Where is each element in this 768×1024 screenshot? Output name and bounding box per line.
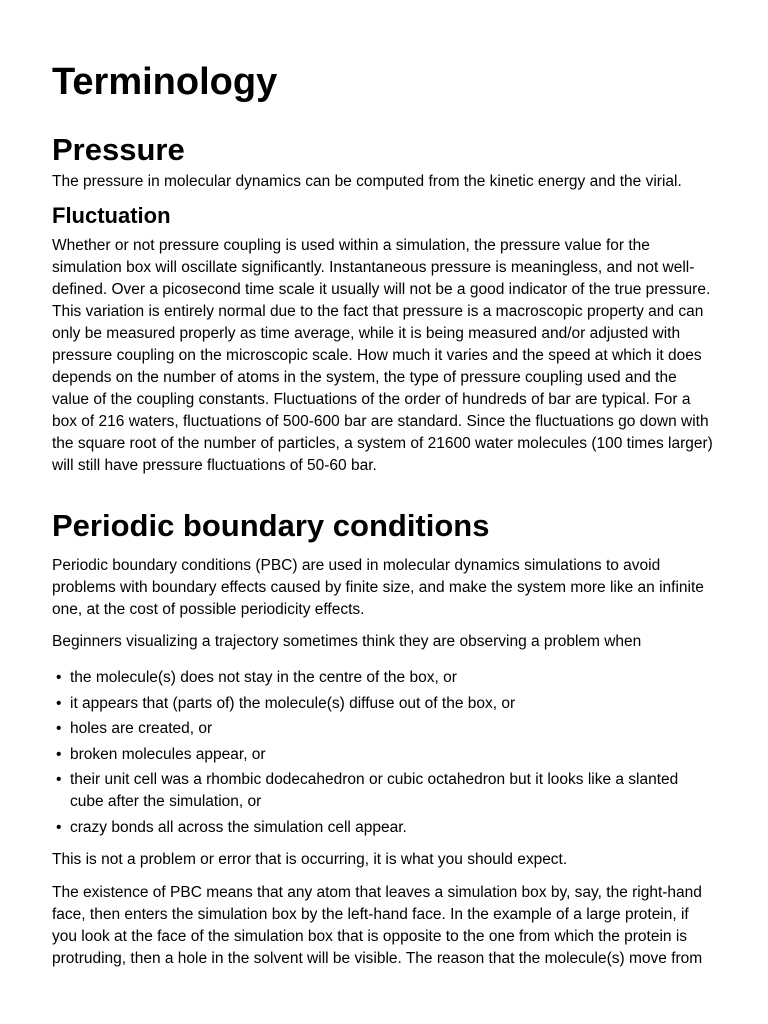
list-item: [52, 718, 716, 740]
pressure-heading: Pressure: [52, 132, 185, 167]
text-line: Whether or not pressure coupling is used within a simulation, the pressure value for the: [52, 237, 650, 254]
bullet-icon: •: [56, 669, 62, 686]
list-item-text: it appears that (parts of) the molecule(s) diffuse out of the box, or: [70, 694, 516, 712]
bullet-icon: •: [56, 694, 62, 712]
list-item: [52, 693, 716, 715]
list-item-text: holes are created, or: [70, 720, 213, 737]
pressure-paragraph: The pressure in molecular dynamics can be computed from the kinetic energy and the virial.: [52, 173, 682, 190]
pbc-existence-paragraph: [52, 882, 716, 970]
text-line: problems with boundary effects caused by finite size, and make the system more like an infinite: [52, 579, 704, 596]
text-line: value of the coupling constants. Fluctuations of the order of hundreds of bar are typical. For a: [52, 391, 691, 408]
text-line: you look at the face of the simulation box that is opposite to the one from which the protein is: [52, 927, 688, 945]
list-item-text: the molecule(s) does not stay in the centre of the box, or: [70, 669, 457, 686]
text-line: protruding, then a hole in the solvent will be visible. The reason that the molecule(s) move from: [52, 949, 703, 967]
page-title: Terminology: [52, 61, 278, 103]
text-line: the square root of the number of particles, a system of 21600 water molecules (100 times larger): [52, 435, 713, 452]
fluctuation-paragraph: [52, 235, 716, 477]
text-line: The existence of PBC means that any atom that leaves a simulation box by, say, the right-hand: [52, 883, 702, 901]
list-item: [52, 817, 716, 839]
list-item: [52, 744, 716, 766]
text-line: only be measured properly as time average, while it is being measured and/or adjusted with: [52, 325, 681, 342]
text-line: depends on the number of atoms in the system, the type of pressure coupling used and the: [52, 369, 677, 386]
text-line: box of 216 waters, fluctuations of 500-600 bar are standard. Since the fluctuations go down with: [52, 413, 709, 430]
beginners-paragraph: Beginners visualizing a trajectory sometimes think they are observing a problem when: [52, 633, 642, 650]
text-line: face, then enters the simulation box by the left-hand face. In the example of a large protein, if: [52, 905, 689, 923]
list-item: [52, 667, 716, 689]
text-line: one, at the cost of possible periodicity effects.: [52, 601, 365, 618]
text-line: This variation is entirely normal due to the fact that pressure is a macroscopic property and can: [52, 303, 704, 320]
fluctuation-heading: Fluctuation: [52, 203, 171, 228]
list-item-text: their unit cell was a rhombic dodecahedron or cubic octahedron but it looks like a slanted cube after the simulation, or: [70, 771, 679, 810]
problem-list: [52, 667, 716, 839]
text-line: simulation box will oscillate significantly. Instantaneous pressure is meaningless, and not well-: [52, 259, 695, 276]
not-problem-paragraph: This is not a problem or error that is occurring, it is what you should expect.: [52, 850, 568, 868]
pbc-heading: Periodic boundary conditions: [52, 508, 490, 543]
bullet-icon: •: [56, 818, 62, 836]
list-item: [52, 769, 716, 813]
pbc-intro-paragraph: [52, 555, 716, 621]
text-line: will still have pressure fluctuations of 50-60 bar.: [52, 457, 377, 474]
bullet-icon: •: [56, 745, 62, 763]
list-item-text: crazy bonds all across the simulation cell appear.: [70, 818, 407, 836]
text-line: defined. Over a picosecond time scale it usually will not be a good indicator of the true pressure.: [52, 281, 711, 298]
bullet-icon: •: [56, 771, 62, 788]
list-item-text: broken molecules appear, or: [70, 745, 266, 763]
text-line: Periodic boundary conditions (PBC) are used in molecular dynamics simulations to avoid: [52, 557, 661, 574]
text-line: pressure coupling on the microscopic scale. How much it varies and the speed at which it does: [52, 347, 702, 364]
bullet-icon: •: [56, 720, 62, 737]
